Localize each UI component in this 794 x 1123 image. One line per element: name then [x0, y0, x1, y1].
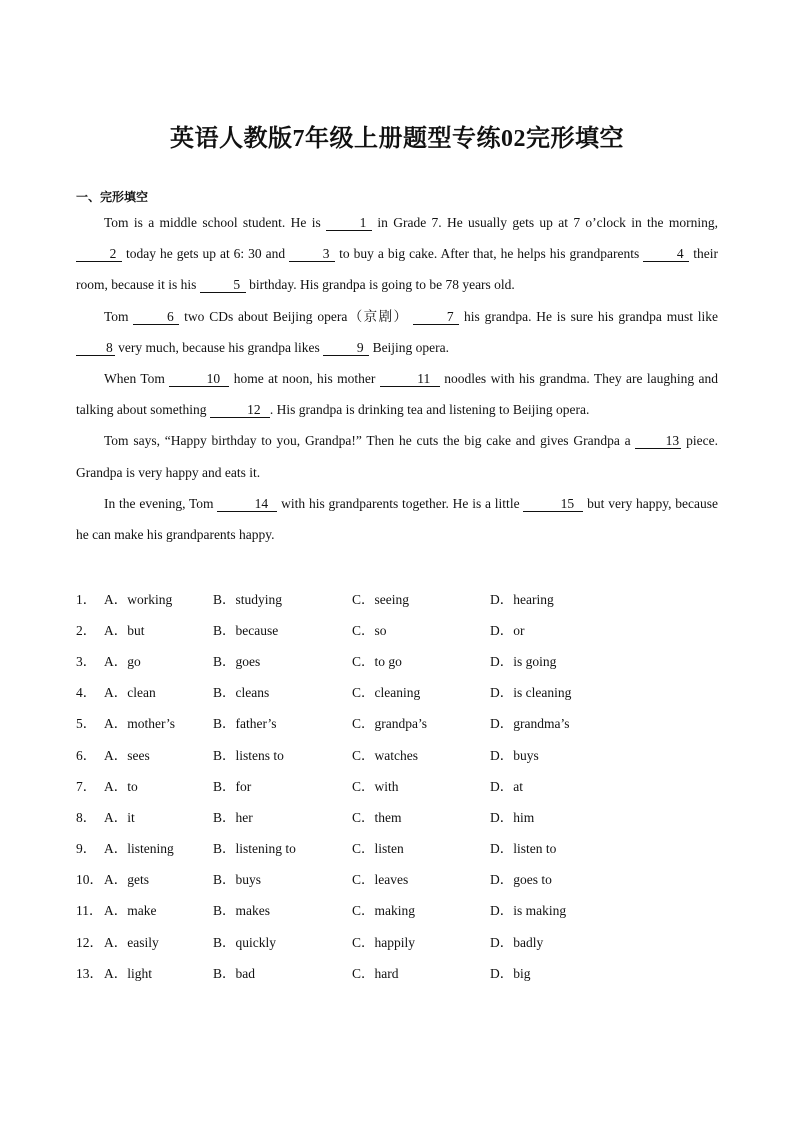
option-b: B．bad — [213, 965, 255, 981]
question-number: 2． — [76, 622, 97, 638]
option-a: A．go — [104, 653, 141, 669]
question-number: 5． — [76, 716, 97, 732]
blank-13: 13 — [635, 434, 681, 449]
passage-text: but very happy, because he can make his grandparents happy. — [76, 495, 718, 543]
option-d: D．him — [490, 809, 535, 825]
question-number: 9． — [76, 841, 97, 857]
passage-text: In the evening, Tom — [104, 495, 218, 511]
passage-text: Tom is a middle school student. He is — [104, 215, 327, 230]
question-number: 6． — [76, 747, 97, 763]
option-c: C．happily — [352, 934, 415, 950]
blank-8: 8 — [76, 341, 115, 356]
option-a: A．listening — [104, 841, 174, 857]
blank-12: 12 — [210, 403, 270, 418]
option-a: A．clean — [104, 685, 156, 701]
question-row — [76, 956, 718, 987]
passage-paragraph-3 — [76, 363, 718, 425]
option-b: B．cleans — [213, 685, 270, 701]
passage-text: noodles with his grandma. They are laughing and talking about something — [76, 371, 718, 418]
option-c: C．to go — [352, 653, 402, 669]
passage-text: his grandpa. He is sure his grandpa must like — [459, 308, 719, 324]
blank-14: 14 — [217, 497, 277, 512]
option-c: C．listen — [352, 841, 404, 857]
passage-text: with his grandparents together. He is a little — [277, 495, 524, 511]
blank-9: 9 — [323, 341, 369, 356]
question-number: 4． — [76, 685, 97, 701]
option-a: A．it — [104, 809, 135, 825]
option-d: D．at — [490, 778, 523, 794]
option-d: D．grandma’s — [490, 716, 570, 732]
question-row — [76, 644, 718, 675]
cloze-passage — [76, 207, 718, 550]
passage-paragraph-1 — [76, 207, 718, 301]
option-b: B．father’s — [213, 716, 277, 732]
blank-5: 5 — [200, 278, 246, 293]
option-a: A．sees — [104, 747, 150, 763]
blank-10: 10 — [169, 372, 229, 387]
question-row — [76, 738, 718, 769]
option-b: B．buys — [213, 872, 262, 888]
question-number: 8． — [76, 809, 97, 825]
passage-text: . His grandpa is drinking tea and listening to Beijing opera. — [269, 402, 590, 418]
option-c: C．seeing — [352, 591, 409, 607]
passage-text: When Tom — [104, 371, 170, 387]
option-c: C．making — [352, 903, 415, 919]
option-c: C．hard — [352, 965, 399, 981]
question-row — [76, 800, 718, 831]
option-d: D．buys — [490, 747, 539, 763]
option-d: D．is cleaning — [490, 685, 572, 701]
passage-text: their room, because it is his — [76, 246, 718, 293]
question-number: 13． — [76, 965, 103, 981]
option-a: A．working — [104, 591, 173, 607]
option-a: A．but — [104, 622, 145, 638]
option-c: C．cleaning — [352, 685, 421, 701]
passage-text: piece. Grandpa is very happy and eats it. — [76, 433, 719, 480]
option-c: C．with — [352, 778, 399, 794]
passage-text: Tom says, “Happy birthday to you, Grandpa!” Then he cuts the big cake and gives Grandpa a — [104, 433, 636, 449]
passage-text: two CDs about Beijing opera（京剧） — [179, 308, 414, 324]
question-row — [76, 613, 718, 644]
question-number: 3． — [76, 653, 97, 669]
passage-paragraph-4 — [76, 425, 718, 487]
option-d: D．is going — [490, 653, 557, 669]
blank-2: 2 — [76, 247, 122, 262]
question-number: 11． — [76, 903, 103, 919]
blank-6: 6 — [133, 310, 179, 325]
question-number: 12． — [76, 934, 103, 950]
passage-paragraph-5 — [76, 488, 718, 550]
question-row — [76, 925, 718, 956]
passage-text: Tom — [104, 308, 134, 324]
blank-4: 4 — [643, 247, 689, 262]
option-d: D．is making — [490, 903, 567, 919]
question-row — [76, 863, 718, 894]
question-number: 10． — [76, 872, 103, 888]
option-a: A．gets — [104, 872, 149, 888]
option-b: B．her — [213, 809, 253, 825]
passage-text: in Grade 7. He usually gets up at 7 o’clock in the morning, — [372, 215, 718, 230]
question-row — [76, 707, 718, 738]
option-a: A．to — [104, 778, 138, 794]
option-c: C．grandpa’s — [352, 716, 427, 732]
option-a: A．mother’s — [104, 716, 175, 732]
option-d: D．listen to — [490, 841, 557, 857]
option-a: A．light — [104, 965, 153, 981]
option-c: C．so — [352, 622, 387, 638]
option-b: B．listening to — [213, 841, 296, 857]
passage-text: birthday. His grandpa is going to be 78 years old. — [245, 277, 515, 293]
option-b: B．makes — [213, 903, 270, 919]
passage-text: home at noon, his mother — [229, 371, 380, 387]
option-b: B．listens to — [213, 747, 284, 763]
question-list — [76, 582, 718, 987]
option-c: C．them — [352, 809, 402, 825]
question-row — [76, 832, 718, 863]
option-b: B．for — [213, 778, 252, 794]
question-row — [76, 894, 718, 925]
option-b: B．quickly — [213, 934, 276, 950]
question-row — [76, 769, 718, 800]
option-a: A．make — [104, 903, 157, 919]
option-b: B．studying — [213, 591, 283, 607]
blank-15: 15 — [523, 497, 583, 512]
blank-11: 11 — [380, 372, 440, 387]
question-row — [76, 582, 718, 613]
blank-1: 1 — [326, 216, 372, 231]
section-heading: 一、完形填空 — [76, 190, 149, 204]
question-number: 1． — [76, 591, 97, 607]
question-row — [76, 676, 718, 707]
option-b: B．goes — [213, 653, 261, 669]
passage-text: today he gets up at 6: 30 and — [122, 246, 290, 262]
option-c: C．leaves — [352, 872, 409, 888]
passage-paragraph-2 — [76, 301, 718, 363]
option-d: D．hearing — [490, 591, 554, 607]
page-title: 英语人教版7年级上册题型专练02完形填空 — [170, 126, 624, 152]
passage-text: very much, because his grandpa likes — [114, 339, 324, 355]
option-d: D．badly — [490, 934, 544, 950]
question-number: 7． — [76, 778, 97, 794]
blank-7: 7 — [413, 310, 459, 325]
option-d: D．goes to — [490, 872, 552, 888]
option-b: B．because — [213, 622, 279, 638]
option-a: A．easily — [104, 934, 159, 950]
option-d: D．big — [490, 965, 531, 981]
passage-text: to buy a big cake. After that, he helps his grandparents — [335, 246, 644, 262]
option-c: C．watches — [352, 747, 418, 763]
passage-text: Beijing opera. — [369, 339, 450, 355]
blank-3: 3 — [289, 247, 335, 262]
option-d: D．or — [490, 622, 525, 638]
